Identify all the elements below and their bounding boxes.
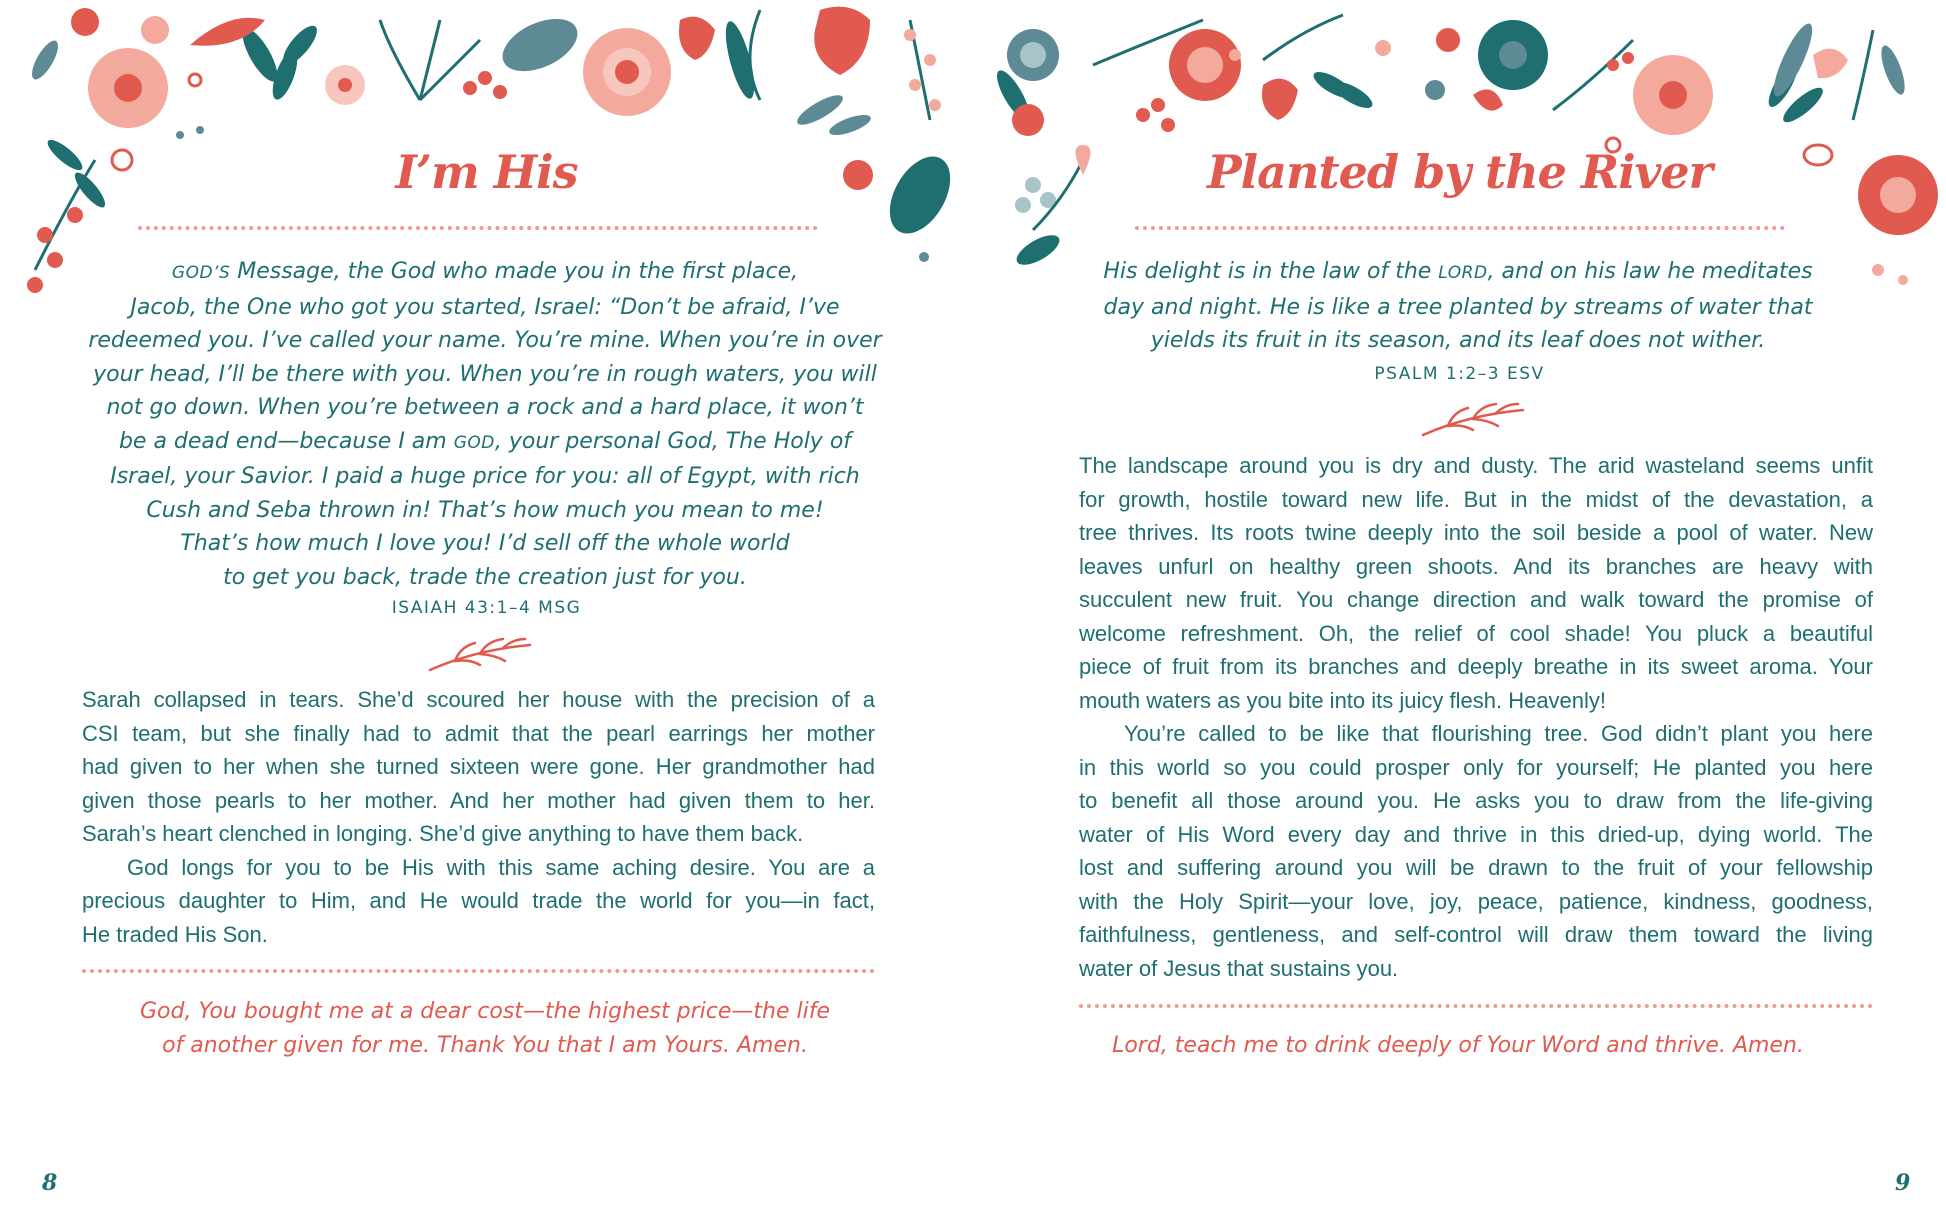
body-line: He traded His Son. xyxy=(82,921,268,947)
verse-line: to get you back, trade the creation just for you. xyxy=(223,564,747,590)
devotion-title: I’m His xyxy=(395,145,578,199)
verse-line: redeemed you. I’ve called your name. You’re mine. When you’re in over xyxy=(88,328,882,353)
body-line: to benefit all those around you. He asks you to draw from the life-giving xyxy=(1079,788,1873,813)
body-line: CSI team, but she finally had to admit that the pearl earrings her mother xyxy=(82,720,875,746)
dotted-divider xyxy=(138,226,818,230)
body-line: lost and suffering around you will be drawn to the fruit of your fellowship xyxy=(1079,855,1873,880)
sprig-ornament-icon xyxy=(425,635,535,675)
verse-line: day and night. He is like a tree planted by streams of water that xyxy=(1103,294,1813,320)
body-line: You’re called to be like that flourishing tree. God didn’t plant you here xyxy=(1124,721,1873,746)
devotion-title: Planted by the River xyxy=(1207,145,1712,199)
prayer-line: Lord, teach me to drink deeply of Your Word and thrive. Amen. xyxy=(1112,1033,1804,1058)
page-number: 8 xyxy=(42,1170,58,1196)
dotted-divider xyxy=(82,969,875,973)
body-line: Sarah’s heart clenched in longing. She’d give anything to have them back. xyxy=(82,821,804,846)
verse-line: yields its fruit in its season, and its leaf does not wither. xyxy=(1150,328,1766,353)
dotted-divider xyxy=(1135,226,1785,230)
verse-line: not go down. When you’re between a rock and a hard place, it won’t xyxy=(106,395,864,420)
body-line: with the Holy Spirit—your love, joy, peace, patience, kindness, goodness, xyxy=(1079,888,1873,914)
scripture-passage xyxy=(60,255,910,594)
verse-line: Jacob, the One who got you started, Israel: “Don’t be afraid, I’ve xyxy=(130,294,840,320)
body-line: faithfulness, gentleness, and self-control will draw them toward the living xyxy=(1079,922,1873,947)
scripture-passage xyxy=(1033,255,1883,358)
devotional-body xyxy=(82,683,875,951)
sprig-ornament-icon xyxy=(1418,400,1528,440)
body-line: leaves unfurl on healthy green shoots. And its branches are heavy with xyxy=(1079,553,1873,579)
body-line: The landscape around you is dry and dusty. The arid wasteland seems unfit xyxy=(1079,453,1873,478)
dotted-divider xyxy=(1079,1004,1873,1008)
verse-line: be a dead end—because I am GOD, your personal God, The Holy of xyxy=(118,428,852,454)
body-line: mouth waters as you bite into its juicy flesh. Heavenly! xyxy=(1079,687,1607,713)
verse-line: Cush and Seba thrown in! That’s how much you mean to me! xyxy=(146,497,824,523)
body-line: God longs for you to be His with this same aching desire. You are a xyxy=(127,854,875,880)
body-line: succulent new fruit. You change direction and walk toward the promise of xyxy=(1079,587,1873,612)
body-line: had given to her when she turned sixteen were gone. Her grandmother had xyxy=(82,754,875,779)
body-line: for growth, hostile toward new life. But in the midst of the devastation, a xyxy=(1079,486,1873,512)
verse-line: That’s how much I love you! I’d sell off the whole world xyxy=(180,531,790,556)
verse-line: GOD’S Message, the God who made you in the first place, xyxy=(171,259,799,284)
body-line: water of Jesus that sustains you. xyxy=(1079,955,1399,981)
body-line: precious daughter to Him, and He would trade the world for you—in fact, xyxy=(82,888,875,913)
body-line: tree thrives. Its roots twine deeply into the soil beside a pool of water. New xyxy=(1079,520,1873,545)
prayer-line: God, You bought me at a dear cost—the highest price—the life xyxy=(139,999,830,1024)
verse-line: Israel, your Savior. I paid a huge price for you: all of Egypt, with rich xyxy=(110,464,860,489)
body-line: Sarah collapsed in tears. She’d scoured her house with the precision of a xyxy=(82,687,875,712)
scripture-reference: ISAIAH 43:1–4 MSG xyxy=(391,598,582,618)
prayer-line: of another given for me. Thank You that I am Yours. Amen. xyxy=(162,1032,808,1058)
body-line: piece of fruit from its branches and deeply breathe in its sweet aroma. Your xyxy=(1079,654,1873,679)
scripture-reference: PSALM 1:2–3 ESV xyxy=(1374,364,1545,384)
page-number: 9 xyxy=(1895,1170,1911,1196)
devotional-body xyxy=(1079,449,1873,985)
right-page xyxy=(973,0,1946,1220)
verse-line: your head, I’ll be there with you. When you’re in rough waters, you will xyxy=(93,361,877,387)
body-line: given those pearls to her mother. And her mother had given them to her. xyxy=(82,787,875,813)
closing-prayer xyxy=(60,995,910,1062)
body-line: water of His Word every day and thrive in this dried-up, dying world. The xyxy=(1079,821,1873,847)
verse-line: His delight is in the law of the LORD, and on his law he meditates xyxy=(1103,259,1813,284)
body-line: welcome refreshment. Oh, the relief of cool shade! You pluck a beautiful xyxy=(1079,620,1873,646)
closing-prayer xyxy=(1033,1029,1883,1063)
body-line: in this world so you could prosper only for yourself; He planted you here xyxy=(1079,754,1873,780)
